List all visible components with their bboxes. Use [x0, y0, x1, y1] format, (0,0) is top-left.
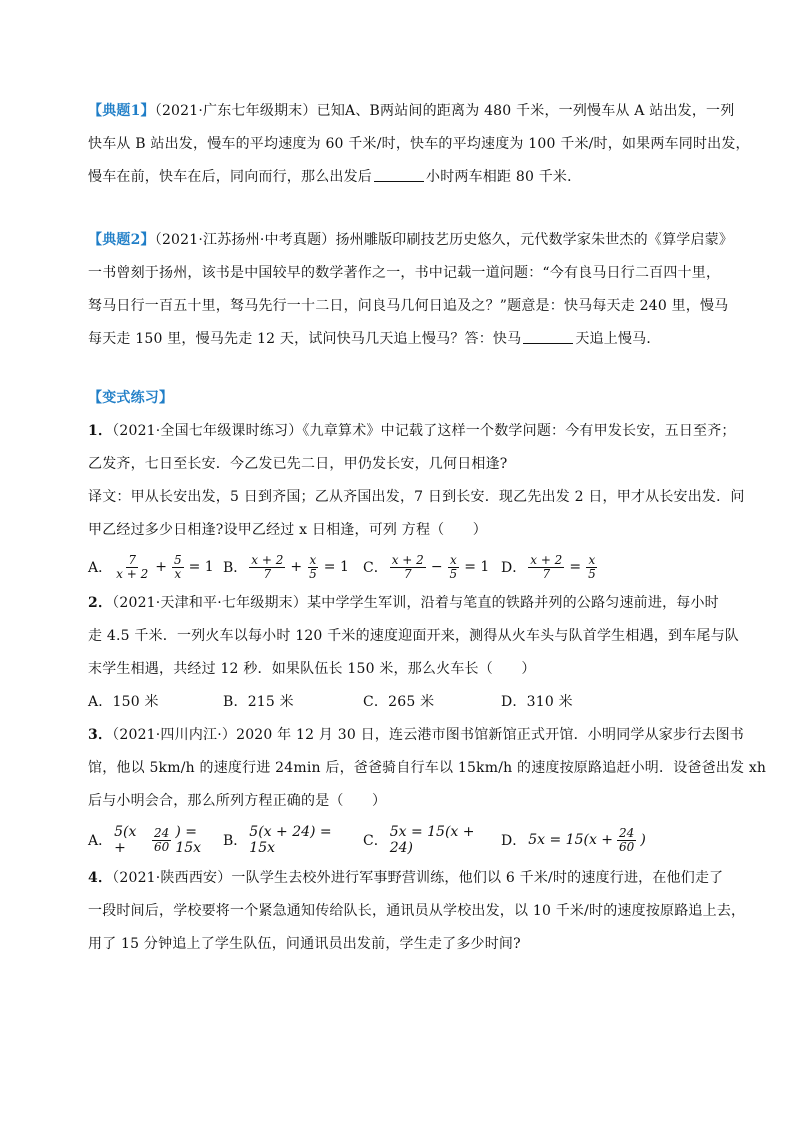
answer-blank[interactable]: [374, 167, 424, 182]
q2-option-d[interactable]: D．310 米: [501, 694, 573, 710]
practice-section: [88, 382, 767, 961]
q4-line-2: 一段时间后，学校要将一个紧急通知传给队长，通讯员从学校出发，以 10 千米/时的速度按原路追上去，: [88, 903, 746, 919]
example-2-line-4: 每天走 150 里，慢马先走 12 天，试问快马几天追上慢马？答：快马 天追上慢马．: [88, 331, 661, 347]
example-2-line-3: 驽马日行一百五十里，驽马先行一十二日，问良马几何日追及之？”题意是：快马每天走 240 里，慢马: [88, 298, 729, 314]
example-1-line-3: 慢车在前，快车在后，同向而行，那么出发后 小时两车相距 80 千米．: [88, 169, 582, 185]
example-1-line-2: 快车从 B 站出发，慢车的平均速度为 60 千米/时，快车的平均速度为 100 千米/时，如果两车同时出发，: [88, 136, 750, 152]
example-1-line-1: 【典题1】（2021·广东七年级期末）已知A、B两站间的距离为 480 千米，一列慢车从 A 站出发，一列: [88, 103, 735, 119]
example-2: [88, 224, 734, 356]
q1-options: [88, 547, 713, 587]
q4-line-1: 4．（2021·陕西西安）一队学生去校外进行军事野营训练，他们以 6 千米/时的速度行进，在他们走了: [88, 870, 724, 886]
q2-option-c[interactable]: C．265 米: [363, 694, 435, 710]
q3-option-d[interactable]: D． 5x = 15(x + $\frac{24}{60}$ ): [501, 825, 646, 854]
q3-options: [88, 818, 713, 862]
q3-line-3: 后与小明会合，那么所列方程正确的是（ ）: [88, 793, 387, 809]
question-3: [88, 719, 767, 862]
example-1-tag: 【典题1】: [88, 103, 155, 119]
q2-line-1: 2．（2021·天津和平·七年级期末）某中学学生军训，沿着与笔直的铁路并列的公路匀速前进，每小时: [88, 595, 719, 611]
example-1: [88, 95, 750, 194]
q1-line-3: 译文：甲从长安出发，5 日到齐国；乙从齐国出发，7 日到长安．现乙先出发 2 日，甲才从长安出发．问: [88, 489, 745, 505]
q3-line-1: 3．（2021·四川内江·）2020 年 12 月 30 日，连云港市图书馆新馆正式开馆．小明同学从家步行去图书: [88, 727, 744, 743]
q1-option-a[interactable]: A． $\frac{7}{x + 2}$ + $\frac{5}{x}$ = 1: [88, 552, 214, 581]
q2-line-2: 走 4.5 千米．一列火车以每小时 120 千米的速度迎面开来，测得从火车头与队首学生相遇，到车尾与队: [88, 628, 739, 644]
question-4: [88, 862, 746, 961]
q3-option-c[interactable]: C． 5x = 15(x + 24): [363, 824, 475, 856]
question-1: [88, 415, 745, 587]
q3-line-2: 馆，他以 5km/h 的速度行进 24min 后，爸爸骑自行车以 15km/h 的速度按原路追赶小明．设爸爸出发 xh: [88, 760, 767, 776]
q1-line-1: 1．（2021·全国七年级课时练习）《九章算术》中记载了这样一个数学问题：今有甲发长安，五日至齐；: [88, 423, 736, 439]
q1-line-2: 乙发齐，七日至长安．今乙发已先二日，甲仍发长安，几何日相逢?: [88, 456, 508, 472]
q1-option-b[interactable]: B． $\frac{x + 2}{7}$ + $\frac{x}{5}$ = 1: [223, 552, 349, 581]
q1-option-c[interactable]: C． $\frac{x + 2}{7}$ − $\frac{x}{5}$ = 1: [363, 552, 490, 581]
q1-line-4: 甲乙经过多少日相逢?设甲乙经过 x 日相逢，可列 方程（ ）: [88, 522, 487, 538]
practice-heading: 【变式练习】: [88, 390, 174, 406]
example-2-tag: 【典题2】: [88, 232, 155, 248]
answer-blank[interactable]: [523, 329, 573, 344]
question-2: [88, 587, 739, 719]
q2-option-b[interactable]: B．215 米: [223, 694, 294, 710]
example-2-line-1: 【典题2】（2021·江苏扬州·中考真题）扬州雕版印刷技艺历史悠久，元代数学家朱世杰的《算学启蒙》: [88, 232, 734, 248]
example-2-line-2: 一书曾刻于扬州，该书是中国较早的数学著作之一，书中记载一道问题：“今有良马日行二百四十里，: [88, 265, 721, 281]
q4-line-3: 用了 15 分钟追上了学生队伍，问通讯员出发前，学生走了多少时间?: [88, 936, 521, 952]
q2-options: [88, 686, 713, 719]
q2-option-a[interactable]: A．150 米: [88, 694, 159, 710]
q3-option-a[interactable]: A． 5(x + $\frac{24}{60}$ ) = 15x: [88, 824, 202, 856]
q2-line-3: 末学生相遇，共经过 12 秒．如果队伍长 150 米，那么火车长（ ）: [88, 661, 536, 677]
q1-option-d[interactable]: D． $\frac{x + 2}{7}$ = $\frac{x}{5}$: [501, 552, 596, 581]
q3-option-b[interactable]: B． 5(x + 24) = 15x: [223, 824, 332, 856]
